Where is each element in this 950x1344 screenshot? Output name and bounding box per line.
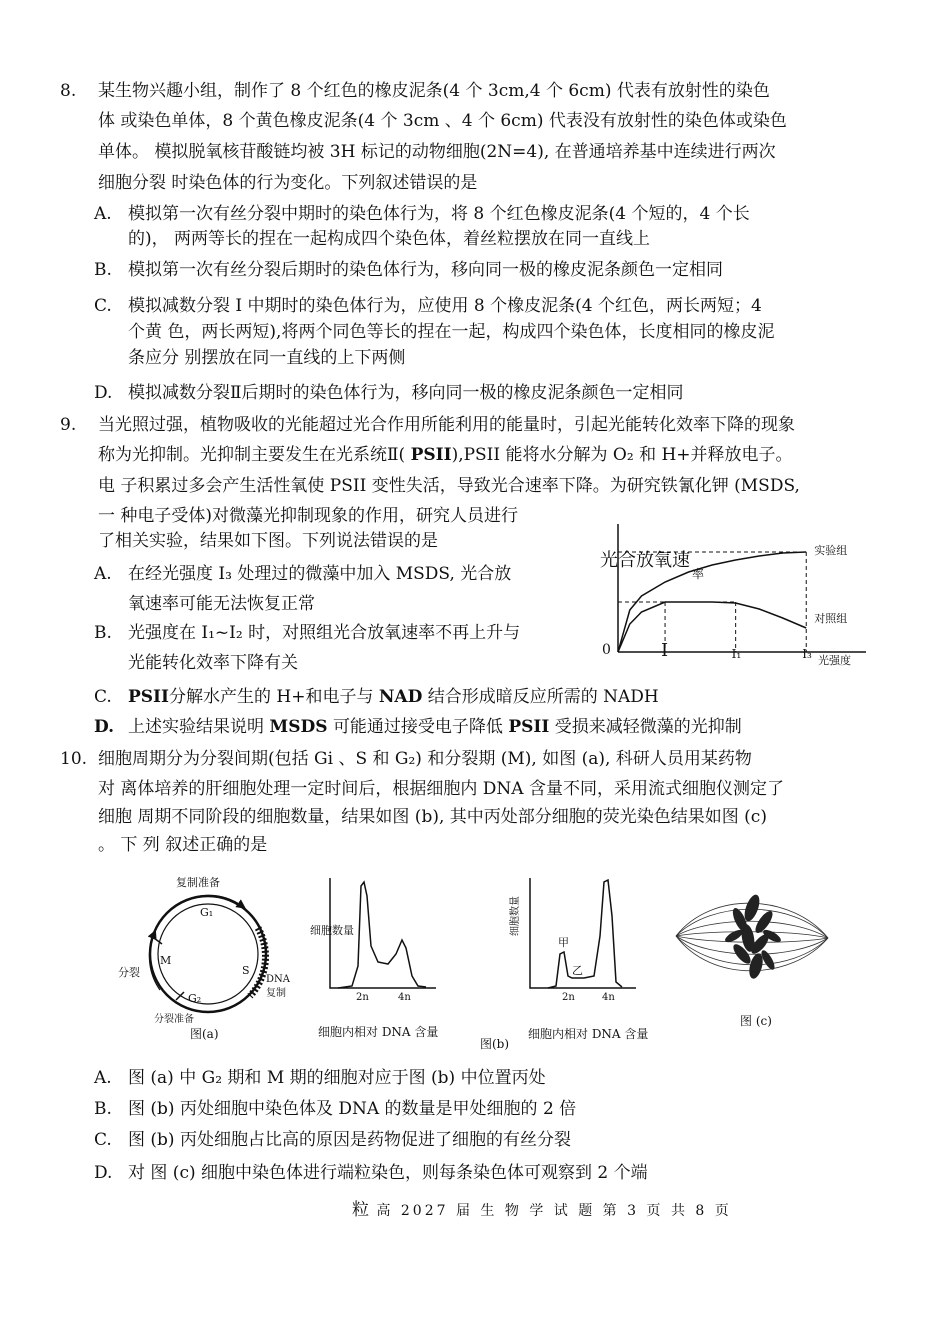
fig-a-g2: G₂ [188,992,202,1005]
fig-a-g1: G₁ [200,906,214,919]
q8-option-d-label: D. [94,383,113,403]
q9-option-c-text [128,686,659,708]
q9-option-b-label: B. [94,623,112,643]
q8-option-c-label: C. [94,296,112,316]
q10-option-b-label: B. [94,1099,112,1119]
q8-option-a-label: A. [94,204,112,224]
fig-a-m: M [160,954,172,967]
q10-figure-b-histogram-2 [508,876,638,1006]
q10-option-a-label: A. [94,1068,112,1088]
q10-stem-line-2: 对 离体培养的肝细胞处理一定时间后，根据细胞内 DNA 含量不同，采用流式细胞仪测定了 [98,779,784,799]
histogram-2-ylabel: 细胞数量 [510,896,521,936]
q8-number: 8. [60,81,77,101]
q9-stem-line-2-b: ),PSII 能将水分解为 O₂ 和 H+并释放电子。 [451,445,793,465]
chart-x-tick-2: I₁ [731,647,742,661]
chart-series-line-2 [618,602,806,652]
q9-option-d-text [128,716,742,738]
q9-c-post: 结合形成暗反应所需的 NADH [427,687,659,707]
chart-legend-2: 对照组 [814,612,848,625]
q10-option-c-text: 图 (b) 丙处细胞占比高的原因是药物促进了细胞的有丝分裂 [128,1130,571,1150]
chart-legend-1: 实验组 [814,544,848,557]
q10-figure-a-cell-cycle [118,872,290,1025]
q9-stem-line-2 [98,444,793,466]
q9-option-c-label: C. [94,687,112,707]
fig-a-bottom-label: 分裂准备 [154,1014,194,1025]
fig-a-replication: 复制 [266,988,286,999]
q9-stem-line-5: 了相关实验，结果如下图。下列说法错误的是 [98,531,438,551]
q9-option-d-label: D. [94,717,115,737]
q8-stem-line-1: 某生物兴趣小组，制作了 8 个红色的橡皮泥条(4 个 3cm,4 个 6cm) 代表有放射性的染色 [98,81,770,101]
q10-figure-b-histogram-1 [308,876,438,1006]
q9-d-post: 受损来减轻微藻的光抑制 [554,717,742,737]
q9-option-a-line-2: 氧速率可能无法恢复正常 [128,594,315,614]
chart-origin: 0 [602,642,611,658]
q9-stem-psii: PSII [410,445,452,465]
chart-xlabel: 光强度 [818,654,851,667]
q10-number: 10. [60,749,88,769]
histogram-2-jia: 甲 [558,936,569,949]
fig-a-caption: 图(a) [190,1027,219,1041]
q10-stem-line-1: 细胞周期分为分裂间期(包括 Gi 、S 和 G₂) 和分裂期 (M), 如图 (a), 科研人员用某药物 [98,749,752,769]
q9-c-psii: PSII [128,687,169,707]
fig-b-xlabel-1: 细胞内相对 DNA 含量 [318,1025,439,1039]
footer-text: 高 2027 届 生 物 学 试 题 第 3 页 共 8 页 [376,1203,732,1219]
q9-stem-line-4: 一 种电子受体)对微藻光抑制现象的作用，研究人员进行 [98,506,519,526]
fig-c-caption: 图 (c) [740,1014,772,1028]
q8-option-a-line-2: 的)， 两两等长的捏在一起构成四个染色体，着丝粒摆放在同一直线上 [128,229,651,249]
histogram-1-x-2n: 2n [356,992,369,1003]
q9-option-a-label: A. [94,564,112,584]
fig-b-xlabel-2: 细胞内相对 DNA 含量 [528,1027,649,1041]
q10-stem-line-4: 。 下 列 叙述正确的是 [98,835,268,855]
q8-option-a-line-1: 模拟第一次有丝分裂中期时的染色体行为，将 8 个红色橡皮泥条(4 个短的，4 个长 [128,204,750,224]
chart-ylabel: 光合放氧速 [600,550,690,571]
chart-ylabel-tail: 率 [692,567,705,581]
chart-x-tick-1: I [661,640,669,661]
q8-stem-line-4: 细胞分裂 时染色体的行为变化。下列叙述错误的是 [98,173,478,193]
histogram-2-axes [530,878,636,988]
q10-option-b-text: 图 (b) 丙处细胞中染色体及 DNA 的数量是甲处细胞的 2 倍 [128,1099,577,1119]
q9-option-a-line-1: 在经光强度 I₃ 处理过的微藻中加入 MSDS, 光合放 [128,564,512,584]
q8-option-c-line-2: 个黄 色，两长两短),将两个同色等长的捏在一起，构成四个染色体，长度相同的橡皮泥 [128,322,775,342]
fig-a-dna: DNA [266,974,290,985]
histogram-2-curve [548,880,622,988]
q10-stem-line-3: 细胞 周期不同阶段的细胞数量，结果如图 (b), 其中丙处部分细胞的荧光染色结果如图 (c) [98,807,767,827]
q10-option-a-text: 图 (a) 中 G₂ 期和 M 期的细胞对应于图 (b) 中位置丙处 [128,1068,546,1088]
q8-option-c-line-1: 模拟减数分裂 I 中期时的染色体行为，应使用 8 个橡皮泥条(4 个红色，两长两短；4 [128,296,762,316]
q9-d-psii: PSII [508,717,550,737]
q9-c-nad: NAD [378,687,423,707]
q8-option-b-label: B. [94,260,112,280]
q9-stem-line-2-a: 称为光抑制。光抑制主要发生在光系统Ⅱ( [98,445,406,465]
histogram-1-ylabel: 细胞数量 [310,924,354,937]
q9-d-pre: 上述实验结果说明 [128,717,264,737]
footer-first-char: 粒 [352,1200,369,1220]
q8-stem-line-3: 单体。 模拟脱氧核苷酸链均被 3H 标记的动物细胞(2N=4), 在普通培养基中连续进行两次 [98,142,776,162]
histogram-1-x-4n: 4n [398,992,411,1003]
q9-light-inhibition-chart [596,520,876,675]
fig-a-s: S [242,964,250,977]
histogram-2-x-4n: 4n [602,992,615,1003]
q8-option-d-line-1: 模拟减数分裂Ⅱ后期时的染色体行为，移向同一极的橡皮泥条颜色一定相同 [128,383,684,403]
histogram-2-yi: 乙 [572,964,583,977]
q9-stem-line-3: 电 子积累过多会产生活性氧使 PSII 变性失活，导致光合速率下降。为研究铁氰化钾 (MSDS, [98,476,800,496]
q8-stem-line-2: 体 或染色单体，8 个黄色橡皮泥条(4 个 3cm 、4 个 6cm) 代表没有放射性的染色体或染色 [98,111,787,131]
q9-d-mid: 可能通过接受电子降低 [332,717,503,737]
q8-option-b-line-1: 模拟第一次有丝分裂后期时的染色体行为，移向同一极的橡皮泥条颜色一定相同 [128,260,723,280]
q10-option-d-text: 对 图 (c) 细胞中染色体进行端粒染色，则每条染色体可观察到 2 个端 [128,1163,648,1183]
q8-option-c-line-3: 条应分 别摆放在同一直线的上下两侧 [128,348,406,368]
cycle-inner-ring [158,904,258,1004]
histogram-2-x-2n: 2n [562,992,575,1003]
q10-option-c-label: C. [94,1130,112,1150]
q9-d-msds: MSDS [269,717,328,737]
q10-option-d-label: D. [94,1163,113,1183]
fig-a-left-label: 分裂 [118,966,140,979]
q9-number: 9. [60,415,77,435]
chart-x-tick-3: I₃ [802,647,812,661]
q9-c-mid: 分解水产生的 H+和电子与 [168,687,374,707]
q10-figure-c-spindle [672,880,832,1000]
q9-option-b-line-2: 光能转化效率下降有关 [128,653,298,673]
q9-stem-line-1: 当光照过强，植物吸收的光能超过光合作用所能利用的能量时，引起光能转化效率下降的现象 [98,415,795,435]
fig-b-caption: 图(b) [480,1037,510,1051]
fig-a-top-label: 复制准备 [176,876,220,889]
q9-option-b-line-1: 光强度在 I₁~I₂ 时，对照组光合放氧速率不再上升与 [128,623,521,643]
page-footer [352,1195,732,1220]
